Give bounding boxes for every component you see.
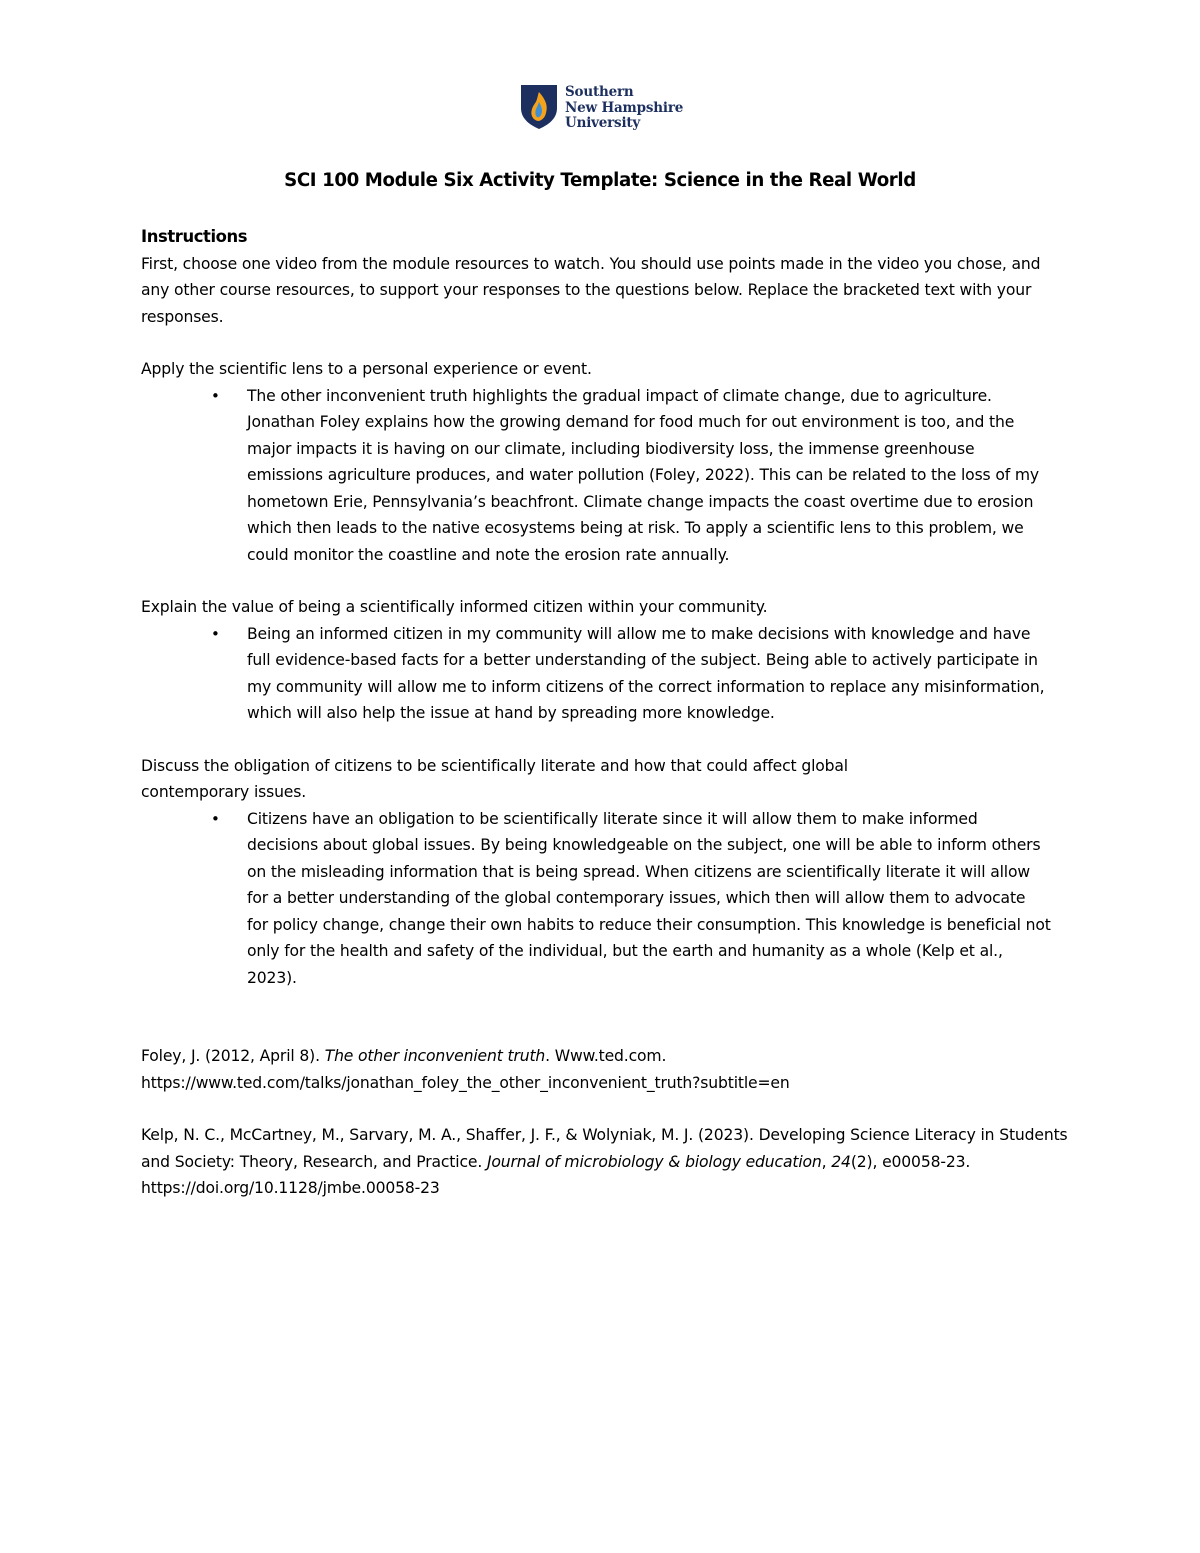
reference-kelp-comma: , xyxy=(821,1152,832,1171)
reference-kelp-volume: 24 xyxy=(831,1152,851,1171)
instructions-heading: Instructions xyxy=(141,227,248,246)
document-title: SCI 100 Module Six Activity Template: Science in the Real World xyxy=(284,170,916,191)
section-2-response xyxy=(141,621,1071,727)
document-body xyxy=(141,224,1071,1202)
reference-foley-title: The other inconvenient truth xyxy=(324,1047,546,1065)
reference-foley xyxy=(141,1043,1071,1096)
section-1-prompt: Apply the scientific lens to a personal experience or event. xyxy=(141,360,592,378)
reference-foley-lead: Foley, J. (2012, April 8). xyxy=(141,1047,325,1065)
reference-kelp-rest[interactable]: (2), e00058-23. https://doi.org/10.1128/jmbe.00058-23 xyxy=(141,1152,971,1197)
snhu-shield-icon xyxy=(520,84,558,130)
bullet-icon: • xyxy=(211,809,220,828)
section-2-prompt: Explain the value of being a scientifically informed citizen within your community. xyxy=(141,598,768,616)
reference-foley-site: . Www.ted.com. xyxy=(545,1047,667,1065)
section-2-response-text: Being an informed citizen in my community will allow me to make decisions with knowledge and have full evidence-based facts for a better understanding of the subject. Being able to actively participate in my community will allow me to inform citizens of the correct information to replace any misinformation, which will also help the issue at hand by spreading more knowledge. xyxy=(247,624,1045,722)
logo-line-1: Southern xyxy=(565,84,634,100)
bullet-icon: • xyxy=(211,386,220,405)
instructions-text: First, choose one video from the module resources to watch. You should use points made in the video you chose, and any other course resources, to support your responses to the questions below. Replace the bracketed text with your responses. xyxy=(141,254,1041,326)
logo-line-2: New Hampshire xyxy=(565,99,684,116)
section-3-response xyxy=(141,806,1071,992)
section-3-prompt: Discuss the obligation of citizens to be scientifically literate and how that could affect global contemporary issues. xyxy=(141,756,848,801)
section-3-response-text: Citizens have an obligation to be scientifically literate since it will allow them to make informed decisions about global issues. By being knowledgeable on the subject, one will be able to inform others on the misleading information that is being spread. When citizens are scientifically literate it will allow for a better understanding of the global contemporary issues, which then will allow them to advocate for policy change, change their own habits to reduce their consumption. This knowledge is beneficial not only for the health and safety of the individual, but the earth and humanity as a whole (Kelp et al., 2023). xyxy=(247,809,1051,987)
reference-kelp-lead: Kelp, N. C., McCartney, M., Sarvary, M. A., Shaffer, J. F., & Wolyniak, M. J. (2023). Developing Science Literacy in Students and Society: Theory, Research, and Practice. xyxy=(141,1126,1068,1171)
bullet-icon: • xyxy=(211,624,220,643)
logo-wordmark xyxy=(565,85,683,132)
university-logo xyxy=(520,84,683,132)
section-1-response-text: The other inconvenient truth highlights the gradual impact of climate change, due to agriculture. Jonathan Foley explains how the growing demand for food much for out environment is too, and the major impacts it is having on our climate, including biodiversity loss, the immense greenhouse emissions agriculture produces, and water pollution (Foley, 2022). This can be related to the loss of my hometown Erie, Pennsylvania’s beachfront. Climate change impacts the coast overtime due to erosion which then leads to the native ecosystems being at risk. To apply a scientific lens to this problem, we could monitor the coastline and note the erosion rate annually. xyxy=(247,386,1039,564)
reference-kelp xyxy=(141,1122,1071,1202)
logo-line-3: University xyxy=(565,115,641,131)
reference-kelp-journal: Journal of microbiology & biology education xyxy=(486,1152,822,1171)
reference-foley-url[interactable]: https://www.ted.com/talks/jonathan_foley_the_other_inconvenient_truth?subtitle=en xyxy=(141,1073,790,1092)
section-1-response xyxy=(141,383,1071,569)
